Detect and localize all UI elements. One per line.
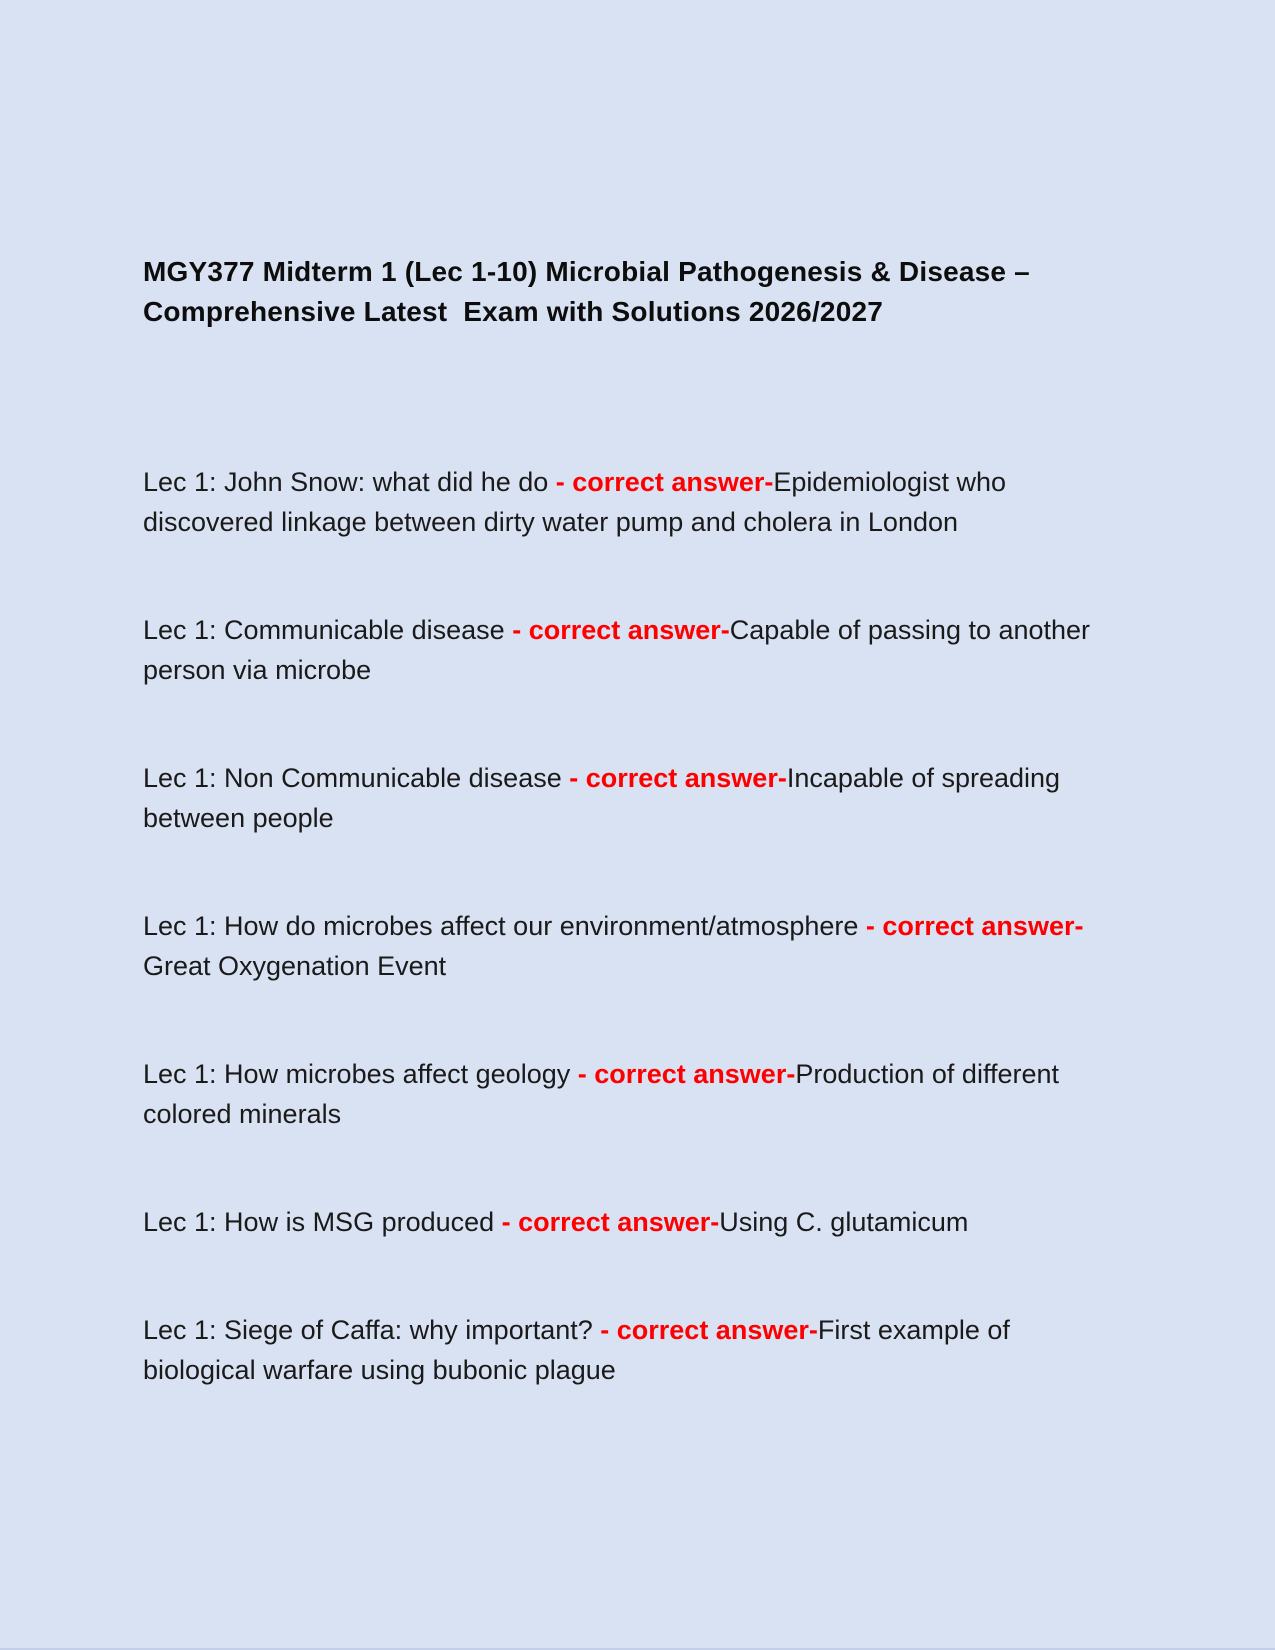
correct-answer-marker: - correct answer- <box>569 763 787 793</box>
answer-text: Great Oxygenation Event <box>143 951 447 981</box>
qa-item <box>143 610 1128 690</box>
question-text: Lec 1: How is MSG produced <box>143 1207 502 1237</box>
correct-answer-marker: - correct answer- <box>600 1315 818 1345</box>
question-text: Lec 1: Non Communicable disease <box>143 763 570 793</box>
question-text: Lec 1: How do microbes affect our environment/atmosphere <box>143 911 866 941</box>
qa-list <box>143 462 1128 1390</box>
question-text: Lec 1: Siege of Caffa: why important? <box>143 1315 601 1345</box>
qa-item <box>143 1202 1128 1242</box>
answer-text: Production of different colored minerals <box>143 1059 1067 1129</box>
correct-answer-marker: - correct answer- <box>512 615 730 645</box>
qa-item <box>143 906 1128 986</box>
correct-answer-marker: - correct answer- <box>555 467 774 497</box>
document-title-line-2: Comprehensive Latest Exam with Solutions 2026/2027 <box>143 296 884 327</box>
document-title-line-1: MGY377 Midterm 1 (Lec 1-10) Microbial Pathogenesis & Disease – <box>143 256 1030 287</box>
document-title <box>143 252 1128 332</box>
question-text: Lec 1: John Snow: what did he do <box>143 467 556 497</box>
answer-text: Using C. glutamicum <box>719 1207 969 1237</box>
answer-text: Capable of passing to another person via microbe <box>143 615 1098 685</box>
answer-text: Epidemiologist who discovered linkage between dirty water pump and cholera in London <box>143 467 1014 537</box>
qa-item <box>143 1310 1128 1390</box>
qa-item <box>143 1054 1128 1134</box>
correct-answer-marker: - correct answer- <box>501 1207 720 1237</box>
answer-text: First example of biological warfare using bubonic plague <box>143 1315 1018 1385</box>
question-text: Lec 1: Communicable disease <box>143 615 513 645</box>
answer-text: Incapable of spreading between people <box>143 763 1068 833</box>
correct-answer-marker: - correct answer- <box>577 1059 796 1089</box>
qa-item <box>143 462 1128 542</box>
question-text: Lec 1: How microbes affect geology <box>143 1059 578 1089</box>
document-page <box>143 0 1128 1458</box>
correct-answer-marker: - correct answer- <box>865 911 1084 941</box>
qa-item <box>143 758 1128 838</box>
